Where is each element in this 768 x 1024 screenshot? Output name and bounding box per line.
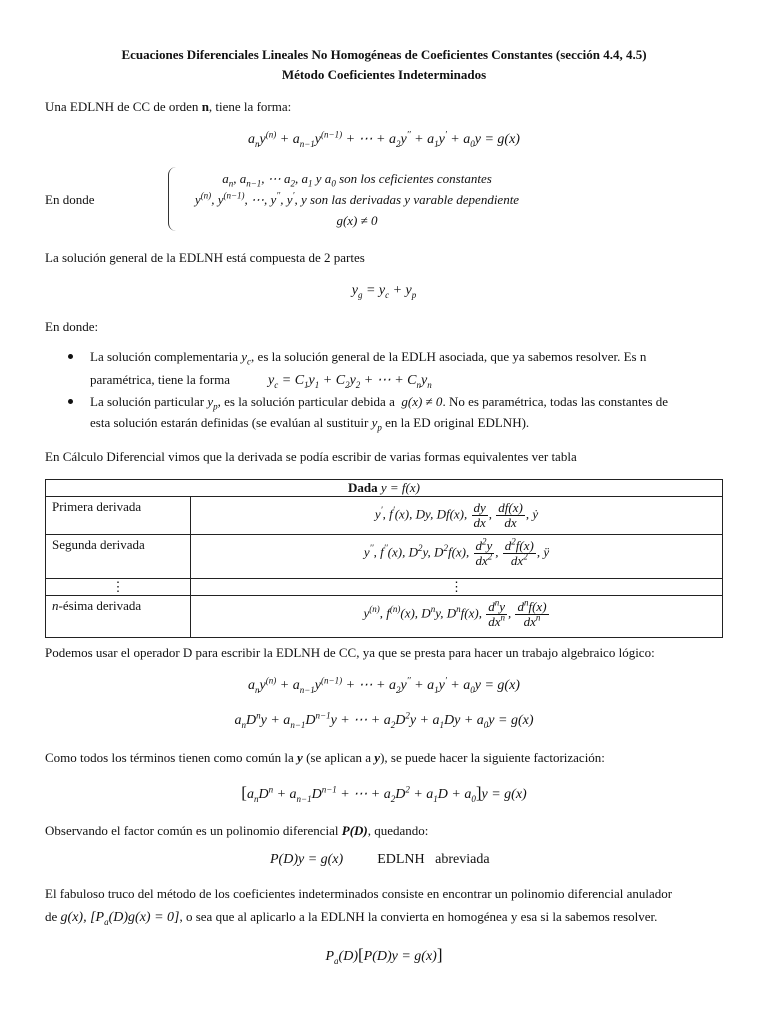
polynomial-text: Observando el factor común es un polinomio diferencial P(D), quedando:: [45, 823, 429, 838]
en-donde-label: En donde:: [45, 319, 99, 334]
general-solution-text: La solución general de la EDLNH está compuesta de 2 partes: [45, 250, 365, 265]
calculus-text: En Cálculo Diferencial vimos que la derivada se podía escribir de varias formas equivalentes ver tabla: [45, 449, 577, 464]
intro-suffix: , tiene la forma:: [208, 99, 292, 114]
derivative-table: [45, 479, 723, 638]
bullet-dot-1: [68, 354, 73, 359]
bullet-1: La solución complementaria $y_c$, es la solución general de la EDLH asociada, que ya sabemos resolver. Es n: [90, 349, 647, 367]
table-row: [46, 535, 723, 579]
abbrev-word: abreviada: [435, 852, 490, 867]
bullet-1-line-2: paramétrica, tiene la forma $y_c = C_1y_1 + C_2y_2$ + ⋯ + $C_ny_n$: [90, 372, 432, 390]
nth-derivative-forms: $y^{(n)}$, $f^{(n)}(x)$, $D^ny$, $D^nf(x)$, $\frac{d^ny}{dx^n}$ , $\frac{d^nf(x)}{dx^n}$: [191, 596, 723, 638]
definitions-line-2: $y^{(n)}$, $y^{(n-1)}$, ⋯, y′′, y′, y son las derivadas y varable dependiente: [194, 190, 520, 207]
equation-annihilator: $P_a(D)[P(D)y = g(x)]$: [325, 945, 443, 966]
intro-prefix: Una EDLNH de CC de orden: [45, 99, 202, 114]
definitions-label: En donde: [45, 192, 95, 207]
table-row: [46, 579, 723, 596]
bullet-dot-2: [68, 399, 73, 404]
factor-text: Como todos los términos tienen como común la y (se aplican a y), se puede hacer la siguiente factorización:: [45, 750, 605, 765]
equation-edlnh-repeat: $a_ny^{(n)} + a_{n-1}y^{(n-1)}$ + ⋯ + $a_2y'' + a_1y' + a_0y = g(x)$: [248, 675, 520, 695]
table-row: [46, 596, 723, 638]
equation-general-solution: $y_g = y_c + y_p$: [351, 283, 417, 300]
truco-line-2: de g(x), $[P_a(D)g(x) = 0]$, o sea que al aplicarlo a la EDLNH la convierta en homogénea y esa si la sabemos resolver.: [45, 909, 658, 927]
abbrev-label: EDLNH: [377, 852, 425, 867]
equation-factorized: [$a_nD^n + a_{n-1}D^{n-1}$ + ⋯ + $a_2D^2 + a_1D + a_0]y = g(x)$: [241, 783, 527, 804]
definitions-line-1: $a_n$, $a_{n-1}$, ⋯ $a_2$, $a_1$ y $a_0$ son los ceficientes constantes: [222, 171, 492, 189]
second-derivative-forms: y′′, f′′(x), $D^2y$, $D^2f(x)$, $\frac{d^2y}{dx^2}$ , $\frac{d^2f(x)}{dx^2}$ , ÿ: [191, 535, 723, 579]
operator-text: Podemos usar el operador D para escribir la EDLNH de CC, ya que se presta para hacer un trabajo algebraico lógico:: [45, 645, 655, 660]
row-ellipsis-left: ⋮: [46, 579, 191, 596]
equation-edlnh: $a_ny^{(n)} + a_{n-1}y^{(n-1)}$ + ⋯ + $a_2y'' + a_1y' + a_0y = g(x)$: [248, 129, 520, 149]
definitions-line-3: g(x) ≠ 0: [336, 213, 378, 228]
row-ellipsis-right: ⋮: [191, 579, 723, 596]
table-header: Dada y = f(x): [46, 480, 723, 497]
title-line-2: Método Coeficientes Indeterminados: [281, 67, 487, 82]
equation-operator-form: $a_nD^ny + a_{n-1}D^{n-1}y$ + ⋯ + $a_2D^2y + a_1Dy + a_0y = g(x)$: [234, 710, 534, 730]
bullet-2-line-2: esta solución estarán definidas (se evalúan al sustituir $y_p$ en la ED original EDLNH).: [90, 415, 530, 433]
row-label-second: Segunda derivada: [46, 535, 191, 579]
truco-line-1: El fabuloso truco del método de los coeficientes indeterminados consiste en encontrar un polinomio diferencial anulador: [45, 886, 673, 901]
table-row: [46, 497, 723, 535]
intro-order: n: [201, 99, 209, 114]
definitions-block: [172, 168, 542, 231]
equation-abbreviated: P(D)y = g(x) EDLNH abreviada: [270, 852, 490, 867]
intro-paragraph: [45, 98, 291, 115]
bullet-2: La solución particular $y_p$, es la solución particular debida a g(x) ≠ 0. No es paramétrica, todas las constantes de: [90, 394, 669, 412]
title-line-1: Ecuaciones Diferenciales Lineales No Homogéneas de Coeficientes Constantes (sección 4.4, 4.5): [121, 47, 647, 62]
row-label-nth: n-ésima derivada: [46, 596, 191, 638]
row-label-first: Primera derivada: [46, 497, 191, 535]
first-derivative-forms: y′, f′(x), Dy, Df(x), $\frac{dy}{dx}$ , $\frac{df(x)}{dx}$ , ẏ: [191, 497, 723, 535]
table-header-row: [46, 480, 723, 497]
